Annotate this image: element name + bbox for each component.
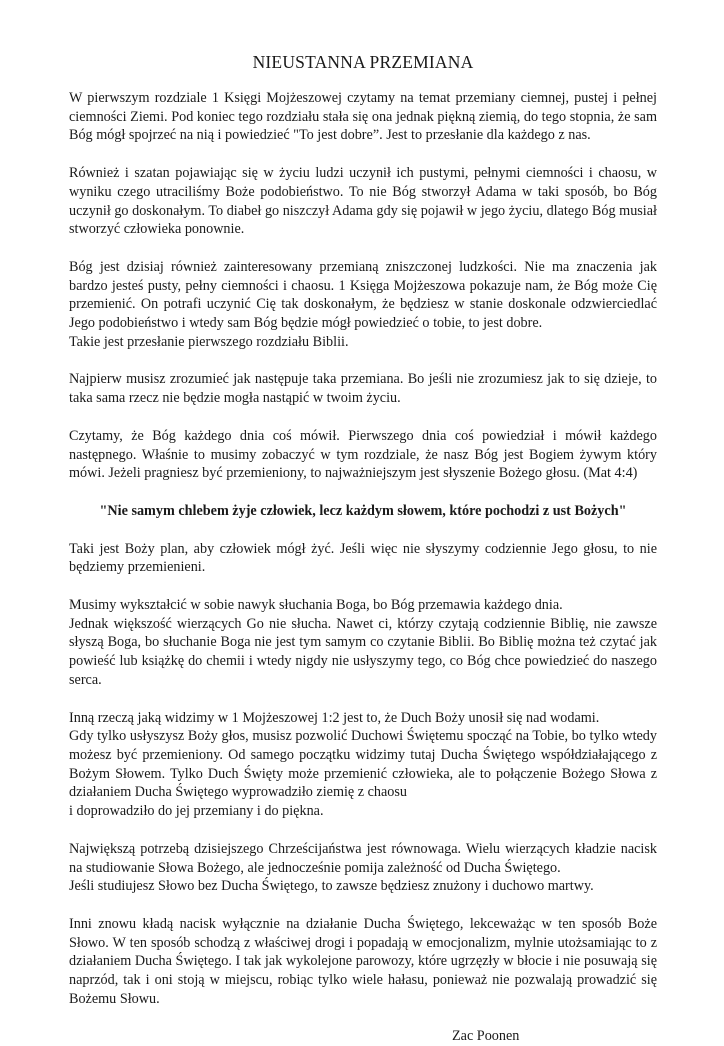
paragraph-line: Również i szatan pojawiając się w życiu ludzi uczynił ich pustymi, pełnymi ciemności i chaosu, w wyniku czego utraciliśmy Boże podobieństwo. To nie Bóg stworzył Adama w taki sposób, bo Bóg uczynił go doskonałym. To diabeł go niszczył Adama gdy się pojawił w jego życiu, dlatego Bóg musiał stworzyć człowieka ponownie.: [69, 165, 657, 238]
paragraph-line: Czytamy, że Bóg każdego dnia coś mówił. Pierwszego dnia coś powiedział i mówił każdego następnego. Właśnie to musimy zobaczyć w tym rozdziale, że nasz Bóg jest Bogiem żywym który mówi. Jeżeli pragniesz być przemieniony, to najważniejszym jest słyszenie Bożego głosu. (Mat 4:4): [69, 427, 657, 482]
paragraph-line: Największą potrzebą dzisiejszego Chrześcijaństwa jest równowaga. Wielu wierzących kładzie nacisk na studiowanie Słowa Bożego, ale jednocześnie pomija zależność od Ducha Świętego.: [69, 840, 657, 876]
paragraph-4: [69, 370, 657, 407]
paragraph-2: [69, 164, 657, 239]
paragraph-line: Takie jest przesłanie pierwszego rozdziału Biblii.: [69, 333, 349, 350]
paragraph-line: i doprowadziło do jej przemiany i do piękna.: [69, 803, 324, 820]
paragraph-line: Inną rzeczą jaką widzimy w 1 Mojżeszowej 1:2 jest to, że Duch Boży unosił się nad wodami.: [69, 709, 600, 726]
scripture-quote: "Nie samym chlebem żyje człowiek, lecz każdym słowem, które pochodzi z ust Bożych": [99, 502, 627, 519]
paragraph-line: Taki jest Boży plan, aby człowiek mógł żyć. Jeśli więc nie słyszymy codziennie Jego głosu, to nie będziemy przemienieni.: [69, 540, 657, 576]
document-title: NIEUSTANNA PRZEMIANA: [252, 52, 474, 72]
paragraph-10: [69, 915, 657, 1009]
paragraph-6: [69, 540, 657, 577]
paragraph-8: [69, 709, 657, 821]
paragraph-line: Gdy tylko usłyszysz Boży głos, musisz pozwolić Duchowi Świętemu spocząć na Tobie, bo tylko wtedy możesz być przemieniony. Od samego początku widzimy tutaj Ducha Świętego współdziałającego z Bożym Słowem. Tylko Duch Święty może przemienić człowieka, ale to połączenie Bożego Słowa z działaniem Ducha Świętego wyprowadziło ziemię z chaosu: [69, 728, 657, 801]
paragraph-3: [69, 258, 657, 352]
paragraph-line: Jednak większość wierzących Go nie słucha. Nawet ci, którzy czytają codziennie Biblię, nie zawsze słyszą Boga, bo słuchanie Boga nie jest tym samym co czytanie Biblii. Bo Biblię można też czytać jak powieść lub książkę do chemii i wtedy nigdy nie usłyszymy tego, co Bóg chce powiedzieć do naszego serca.: [69, 615, 657, 688]
paragraph-9: [69, 840, 657, 896]
paragraph-5: [69, 427, 657, 483]
paragraph-line: Bóg jest dzisiaj również zainteresowany przemianą zniszczonej ludzkości. Nie ma znaczenia jak bardzo jesteś pusty, pełny ciemności i chaosu. 1 Księga Mojżeszowa pokazuje nam, że Bóg może Cię przemienić. On potrafi uczynić Cię tak doskonałym, że będziesz w stanie doskonale odzwierciedlać Jego podobieństwo i wtedy sam Bóg będzie mógł powiedzieć o tobie, to jest dobre.: [69, 258, 657, 332]
paragraph-line: Najpierw musisz zrozumieć jak następuje taka przemiana. Bo jeśli nie zrozumiesz jak to się dzieje, to taka sama rzecz nie będzie mogła nastąpić w twoim życiu.: [69, 371, 657, 407]
paragraph-7: [69, 596, 657, 690]
paragraph-line: Inni znowu kładą nacisk wyłącznie na działanie Ducha Świętego, lekceważąc w ten sposób Boże Słowo. W ten sposób schodzą z właściwej drogi i popadają w emocjonalizm, mylnie utożsamiając to z działaniem Ducha Świętego. I tak jak wykolejone parowozy, które ugrzęzły w błocie i nie posuwają się naprzód, tak i oni stoją w miejscu, robiąc tylko wiele hałasu, ponieważ nie pozwalają prowadzić się Bożemu Słowu.: [69, 915, 657, 1007]
paragraph-line: Jeśli studiujesz Słowo bez Ducha Świętego, to zawsze będziesz znużony i duchowo martwy.: [69, 878, 594, 895]
author-signature: Zac Poonen: [452, 1028, 520, 1045]
paragraph-line: Musimy wykształcić w sobie nawyk słuchania Boga, bo Bóg przemawia każdego dnia.: [69, 597, 563, 614]
paragraph-line: W pierwszym rozdziale 1 Księgi Mojżeszowej czytamy na temat przemiany ciemnej, pustej i pełnej ciemności Ziemi. Pod koniec tego rozdziału stała się ona jednak piękną ziemią, do tego stopnia, że sam Bóg mógł spojrzeć na nią i powiedzieć "To jest dobre”. Jest to przesłanie dla każdego z nas.: [69, 90, 657, 144]
paragraph-1: [69, 89, 657, 145]
